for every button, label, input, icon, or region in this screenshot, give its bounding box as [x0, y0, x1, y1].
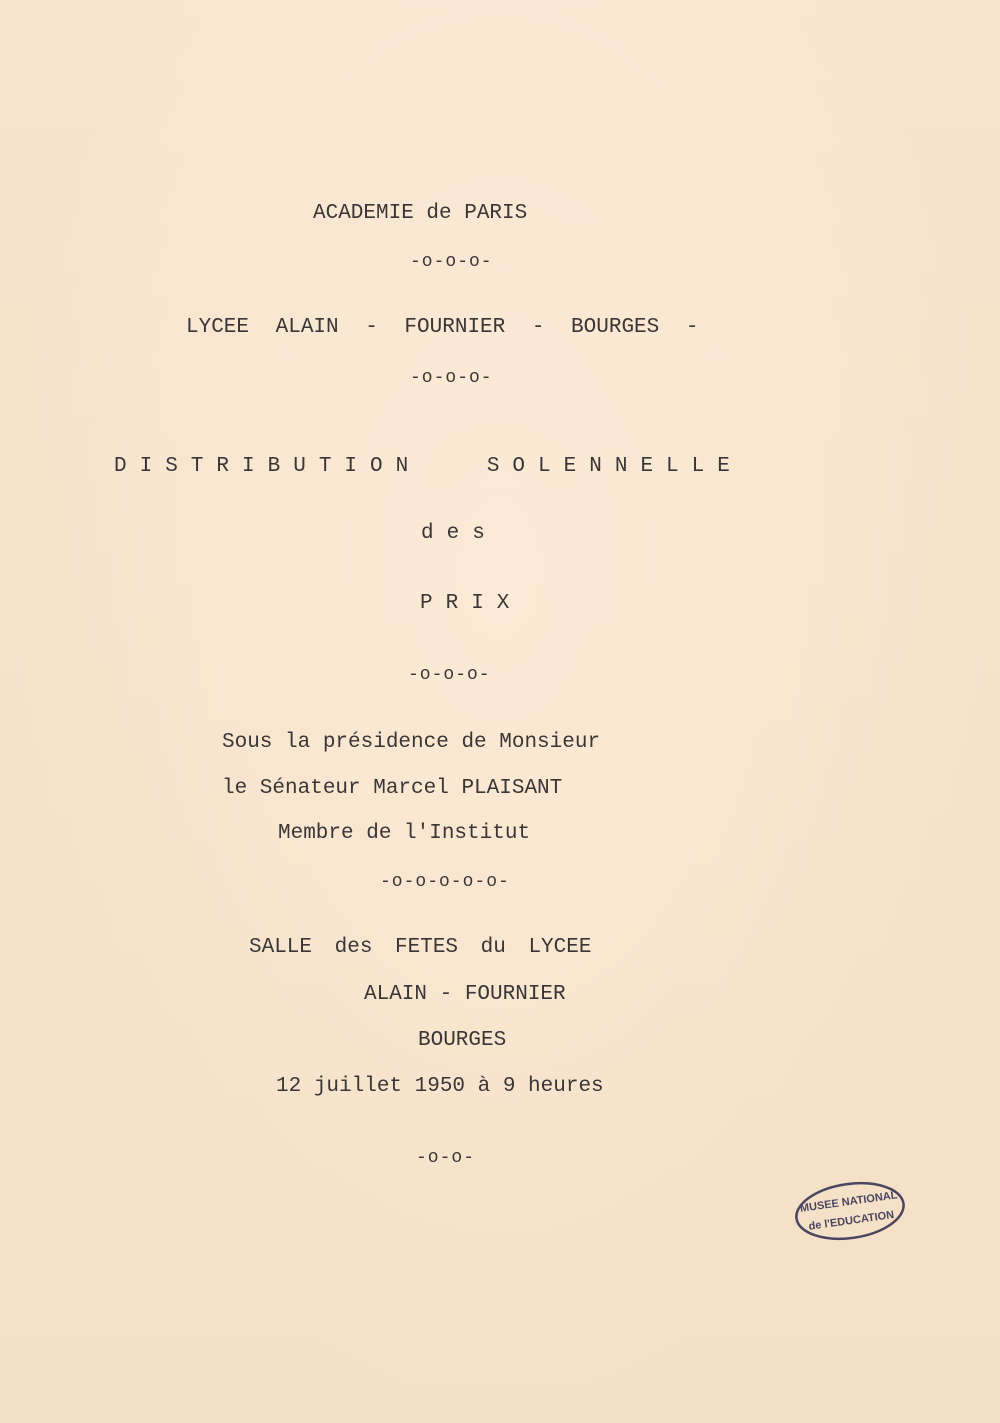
- stamp-line-2: de l'EDUCATION: [807, 1208, 895, 1233]
- title-des: des: [421, 522, 498, 545]
- academy-heading: ACADEMIE de PARIS: [313, 202, 528, 225]
- stamp-line-1: MUSEE NATIONAL: [799, 1189, 899, 1215]
- venue-line-3: BOURGES: [418, 1029, 507, 1052]
- venue-line-2: ALAIN - FOURNIER: [364, 983, 566, 1006]
- separator-4: -o-o-o-o-o-: [380, 872, 510, 892]
- school-heading: LYCEE ALAIN - FOURNIER - BOURGES -: [186, 316, 699, 339]
- presidency-line-2: le Sénateur Marcel PLAISANT: [222, 777, 563, 800]
- museum-stamp: [792, 1180, 908, 1242]
- event-date: 12 juillet 1950 à 9 heures: [276, 1075, 604, 1098]
- separator-2: -o-o-o-: [410, 368, 493, 388]
- separator-3: -o-o-o-: [408, 665, 491, 685]
- title-prix: PRIX: [420, 592, 523, 615]
- separator-5: -o-o-: [416, 1148, 476, 1168]
- presidency-line-3: Membre de l'Institut: [278, 822, 531, 845]
- separator-1: -o-o-o-: [410, 252, 493, 272]
- presidency-line-1: Sous la présidence de Monsieur: [222, 731, 601, 754]
- venue-line-1: SALLE des FETES du LYCEE: [249, 936, 592, 959]
- title-distribution: DISTRIBUTION SOLENNELLE: [114, 455, 743, 478]
